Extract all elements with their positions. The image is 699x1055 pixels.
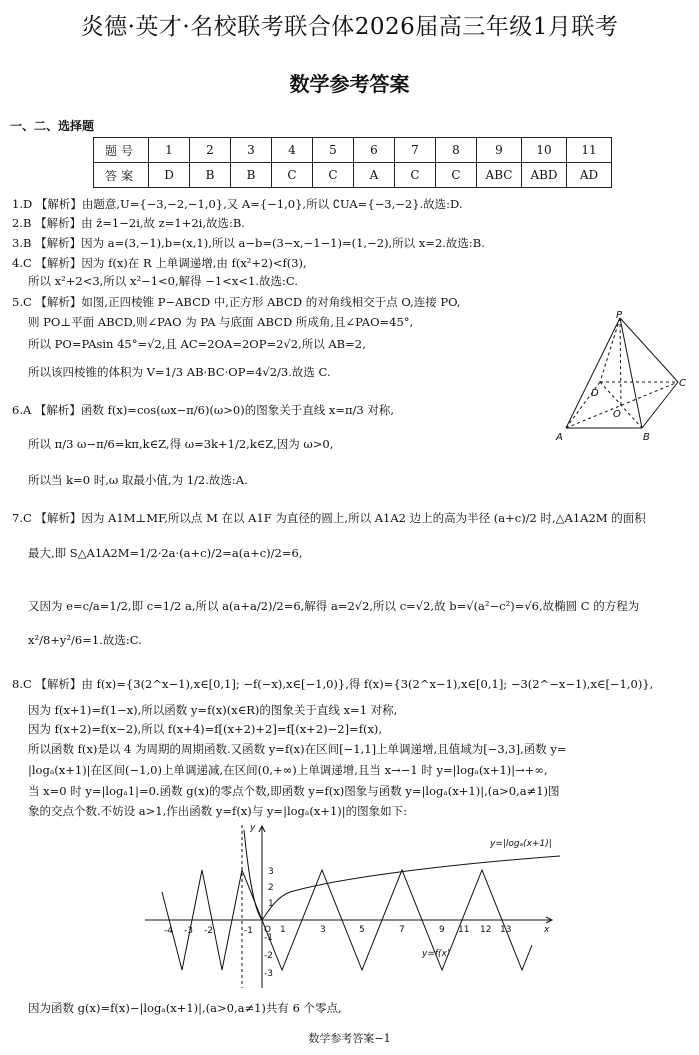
curve-log-label: y=|logₐ(x+1)| bbox=[490, 839, 552, 849]
table-cell: 8 bbox=[436, 138, 477, 163]
edge-pb bbox=[620, 318, 642, 428]
table-cell: 1 bbox=[149, 138, 190, 163]
pyramid-figure bbox=[548, 310, 688, 445]
answer-table bbox=[93, 137, 612, 188]
x-tick-label: -3 bbox=[184, 926, 193, 936]
solution-7: 7.C 【解析】因为 A1M⊥MF,所以点 M 在以 A1F 为直径的圆上,所以 A1A2 边上的高为半径 (a+c)/2 时,△A1A2M 的面积 bbox=[12, 511, 646, 525]
solution-7-cont: x²/8+y²/6=1.故选:C. bbox=[28, 633, 142, 647]
y-tick-label: 1 bbox=[268, 899, 274, 909]
x-tick-label: 7 bbox=[399, 925, 405, 935]
label-p: P bbox=[616, 310, 623, 321]
solution-6-cont: 所以当 k=0 时,ω 取最小值,为 1/2.故选:A. bbox=[28, 473, 248, 487]
solution-8-cont: 因为 f(x+1)=f(1−x),所以函数 y=f(x)(x∈R)的图象关于直线 x=1 对称, bbox=[28, 703, 398, 717]
label-o: O bbox=[613, 409, 621, 420]
table-cell: 2 bbox=[190, 138, 231, 163]
solution-5-cont: 所以 PO=PAsin 45°=√2,且 AC=2OA=2OP=2√2,所以 AB=2, bbox=[28, 337, 366, 351]
edge-pd bbox=[600, 318, 620, 382]
solution-8-cont: 因为 f(x+2)=f(x−2),所以 f(x+4)=f[(x+2)+2]=f[(x+2)−2]=f(x), bbox=[28, 722, 383, 736]
page-subtitle: 数学参考答案 bbox=[289, 72, 410, 96]
origin-label: O bbox=[264, 925, 272, 935]
section-heading: 一、二、选择题 bbox=[10, 119, 95, 133]
solution-8-cont: |logₐ(x+1)|在区间(−1,0)上单调递减,在区间(0,+∞)上单调递增,且当 x→−1 时 y=|logₐ(x+1)|→+∞, bbox=[28, 763, 548, 777]
edge-pc bbox=[620, 318, 678, 382]
solution-5-cont: 所以该四棱锥的体积为 V=1/3 AB·BC·OP=4√2/3.故选 C. bbox=[28, 365, 331, 379]
label-a: A bbox=[556, 432, 563, 443]
label-b: B bbox=[643, 432, 650, 443]
table-cell: D bbox=[149, 163, 190, 188]
solution-4: 4.C 【解析】因为 f(x)在 R 上单调递增,由 f(x²+2)<f(3), bbox=[12, 256, 307, 270]
solution-8-cont: 所以函数 f(x)是以 4 为周期的周期函数.又函数 y=f(x)在区间[−1,1]上单调递增,且值域为[−3,3],函数 y= bbox=[28, 742, 567, 756]
x-tick-label: 12 bbox=[480, 925, 492, 935]
table-row bbox=[94, 138, 612, 163]
solution-1: 1.D 【解析】由题意,U={−3,−2,−1,0},又 A={−1,0},所以 ∁UA={−3,−2}.故选:D. bbox=[12, 197, 463, 211]
table-cell: A bbox=[354, 163, 395, 188]
height-po bbox=[620, 318, 621, 405]
table-header-cell: 题号 bbox=[94, 138, 149, 163]
table-cell: 7 bbox=[395, 138, 436, 163]
solution-8-cont: 象的交点个数.不妨设 a>1,作出函数 y=f(x)与 y=|logₐ(x+1)|的图象如下: bbox=[28, 804, 407, 818]
table-cell: 9 bbox=[477, 138, 522, 163]
table-cell: 5 bbox=[313, 138, 354, 163]
table-cell: 6 bbox=[354, 138, 395, 163]
solution-4-cont: 所以 x²+2<3,所以 x²−1<0,解得 −1<x<1.故选:C. bbox=[28, 274, 298, 288]
function-graph bbox=[140, 820, 560, 992]
x-tick-label: -4 bbox=[164, 926, 173, 936]
solution-2: 2.B 【解析】由 z̄=1−2i,故 z=1+2i,故选:B. bbox=[12, 216, 245, 230]
page-footer: 数学参考答案−1 bbox=[308, 1032, 391, 1045]
solution-8-cont: 当 x=0 时 y=|logₐ1|=0.函数 g(x)的零点个数,即函数 y=f(x)图象与函数 y=|logₐ(x+1)|,(a>0,a≠1)图 bbox=[28, 784, 560, 798]
x-tick-label: 5 bbox=[359, 925, 365, 935]
table-cell: C bbox=[313, 163, 354, 188]
table-cell: C bbox=[272, 163, 313, 188]
solution-8-cont: 因为函数 g(x)=f(x)−|logₐ(x+1)|,(a>0,a≠1)共有 6 个零点, bbox=[28, 1001, 342, 1015]
table-cell: B bbox=[190, 163, 231, 188]
label-d: D bbox=[591, 388, 599, 399]
table-row bbox=[94, 163, 612, 188]
y-tick-label: 3 bbox=[268, 867, 274, 877]
table-cell: 3 bbox=[231, 138, 272, 163]
table-cell: B bbox=[231, 163, 272, 188]
y-tick-label: -2 bbox=[264, 951, 273, 961]
label-c: C bbox=[679, 378, 686, 389]
table-cell: 4 bbox=[272, 138, 313, 163]
table-header-cell: 答案 bbox=[94, 163, 149, 188]
table-cell: C bbox=[436, 163, 477, 188]
table-cell: AD bbox=[567, 163, 612, 188]
solution-5-cont: 则 PO⊥平面 ABCD,则∠PAO 为 PA 与底面 ABCD 所成角,且∠PAO=45°, bbox=[28, 315, 414, 329]
x-tick-label: 9 bbox=[439, 925, 445, 935]
table-cell: ABC bbox=[477, 163, 522, 188]
y-tick-label: -3 bbox=[264, 969, 273, 979]
solution-3: 3.B 【解析】因为 a=(3,−1),b=(x,1),所以 a−b=(3−x,−1−1)=(1,−2),所以 x=2.故选:B. bbox=[12, 236, 485, 250]
x-tick-label: -1 bbox=[244, 926, 253, 936]
table-cell: 10 bbox=[522, 138, 567, 163]
solution-7-cont: 又因为 e=c/a=1/2,即 c=1/2 a,所以 a(a+a/2)/2=6,解得 a=2√2,所以 c=√2,故 b=√(a²−c²)=√6,故椭圆 C 的方程为 bbox=[28, 599, 640, 613]
x-tick-label: -2 bbox=[204, 926, 213, 936]
y-tick-label: -1 bbox=[264, 933, 273, 943]
diag-bd bbox=[600, 382, 642, 428]
table-cell: C bbox=[395, 163, 436, 188]
solution-6: 6.A 【解析】函数 f(x)=cos(ωx−π/6)(ω>0)的图象关于直线 x=π/3 对称, bbox=[12, 403, 395, 417]
edge-bc bbox=[642, 382, 678, 428]
x-tick-label: 3 bbox=[320, 925, 326, 935]
page-title: 炎德·英才·名校联考联合体2026届高三年级1月联考 bbox=[80, 14, 619, 40]
curve-f-label: y=f(x) bbox=[422, 949, 451, 959]
solution-5: 5.C 【解析】如图,正四棱锥 P−ABCD 中,正方形 ABCD 的对角线相交于点 O,连接 PO, bbox=[12, 295, 461, 309]
table-cell: 11 bbox=[567, 138, 612, 163]
solution-6-cont: 所以 π/3 ω−π/6=kπ,k∈Z,得 ω=3k+1/2,k∈Z,因为 ω>0, bbox=[28, 437, 334, 451]
y-tick-label: 2 bbox=[268, 883, 274, 893]
solution-8: 8.C 【解析】由 f(x)={3(2^x−1),x∈[0,1]; −f(−x),x∈[−1,0)},得 f(x)={3(2^x−1),x∈[0,1]; −3(2^−x−1),x∈[−1,0)}, bbox=[12, 677, 654, 691]
solution-7-cont: 最大,即 S△A1A2M=1/2·2a·(a+c)/2=a(a+c)/2=6, bbox=[28, 546, 303, 560]
x-axis-label: x bbox=[544, 925, 550, 935]
edge-pa bbox=[566, 318, 620, 428]
diag-ac bbox=[566, 382, 678, 428]
y-axis-label: y bbox=[250, 823, 256, 833]
x-tick-label: 11 bbox=[458, 925, 470, 935]
table-cell: ABD bbox=[522, 163, 567, 188]
x-tick-label: 13 bbox=[500, 925, 512, 935]
x-tick-label: 1 bbox=[280, 925, 286, 935]
